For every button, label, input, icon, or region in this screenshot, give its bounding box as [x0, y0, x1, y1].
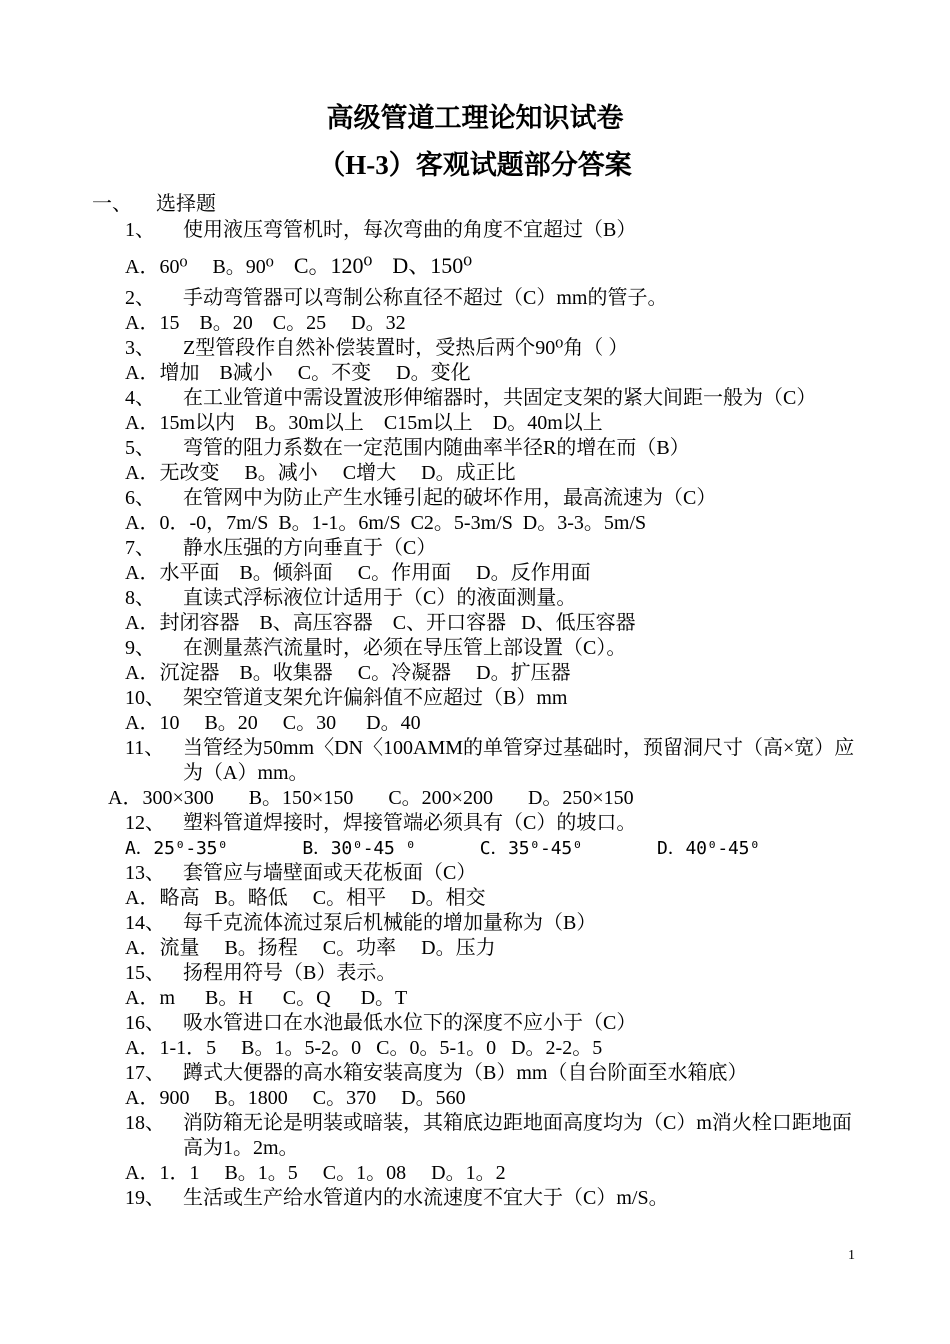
question-15: [0, 961, 950, 986]
question-number: 8、: [125, 587, 155, 609]
question-number: 13、: [125, 862, 165, 884]
options-14: A．流量 B。扬程 C。功率 D。压力: [125, 937, 496, 959]
question-17: [0, 1061, 950, 1086]
question-number: 7、: [125, 537, 155, 559]
question-number: 5、: [125, 437, 155, 459]
question-text: 生活或生产给水管道内的水流速度不宜大于（C）m/S。: [183, 1187, 669, 1209]
options-4: A．15m以内 B。30m以上 C15m以上 D。40m以上: [125, 412, 603, 434]
question-number: 9、: [125, 637, 155, 659]
question-text: 塑料管道焊接时，焊接管端必须具有（C）的坡口。: [183, 812, 637, 834]
question-text: 扬程用符号（B）表示。: [183, 962, 397, 984]
question-number: 16、: [125, 1012, 165, 1034]
question-number: 11、: [125, 737, 165, 759]
question-number: 17、: [125, 1062, 165, 1084]
question-4: [0, 386, 950, 411]
question-text: 直读式浮标液位计适用于（C）的液面测量。: [183, 587, 577, 609]
options-12: A．25⁰-35⁰ B．30⁰-45 ⁰ C．35⁰-45⁰ D．40⁰-45⁰: [125, 838, 760, 859]
question-text: 吸水管进口在水池最低水位下的深度不应小于（C）: [183, 1012, 637, 1034]
option-c: C。120⁰: [293, 253, 373, 278]
question-text: 使用液压弯管机时，每次弯曲的角度不宜超过（B）: [183, 219, 637, 241]
section-number: 一、: [92, 193, 132, 215]
question-19: [0, 1186, 950, 1211]
question-list: [0, 218, 950, 1211]
question-5: [0, 436, 950, 461]
question-14: [0, 911, 950, 936]
document-subtitle: （H-3）客观试题部分答案: [318, 150, 632, 180]
question-number: 15、: [125, 962, 165, 984]
question-text: 在工业管道中需设置波形伸缩器时，共固定支架的紧大间距一般为（C）: [183, 387, 817, 409]
options-10: A．10 B。20 C。30 D。40: [125, 712, 421, 734]
question-13: [0, 861, 950, 886]
question-text: 在管网中为防止产生水锤引起的破坏作用，最高流速为（C）: [183, 487, 717, 509]
question-2: [0, 286, 950, 311]
page-number: 1: [848, 1248, 855, 1263]
options-1: [0, 243, 950, 286]
question-text: 每千克流体流过泵后机械能的增加量称为（B）: [183, 912, 597, 934]
options-2: A．15 B。20 C。25 D。32: [125, 312, 406, 334]
question-8: [0, 586, 950, 611]
option-b: B。90⁰: [212, 256, 274, 278]
question-text: Z型管段作自然补偿装置时，受热后两个90⁰角（ ）: [183, 337, 629, 359]
question-text: 静水压强的方向垂直于（C）: [183, 537, 437, 559]
question-9: [0, 636, 950, 661]
question-text: 消防箱无论是明装或暗装，其箱底边距地面高度均为（C）m消火栓口距地面高为1。2m。: [183, 1112, 852, 1159]
question-text: 蹲式大便器的高水箱安装高度为（B）mm（自台阶面至水箱底）: [183, 1062, 748, 1084]
question-number: 1、: [125, 219, 155, 241]
question-18: [0, 1111, 950, 1161]
options-8: A．封闭容器 B、高压容器 C、开口容器 D、低压容器: [125, 612, 636, 634]
question-number: 12、: [125, 812, 165, 834]
option-a: A．60⁰: [125, 256, 188, 278]
question-3: [0, 336, 950, 361]
question-number: 2、: [125, 287, 155, 309]
options-5: A．无改变 B。减小 C增大 D。成正比: [125, 462, 516, 484]
question-text: 当管经为50mm〈DN〈100AMM的单管穿过基础时，预留洞尺寸（高×宽）应为（A）mm。: [183, 737, 855, 784]
question-number: 18、: [125, 1112, 165, 1134]
question-7: [0, 536, 950, 561]
question-text: 架空管道支架允许偏斜值不应超过（B）mm: [183, 687, 568, 709]
options-16: A．1-1．5 B。1。5-2。0 C。0。5-1。0 D。2-2。5: [125, 1037, 603, 1059]
question-16: [0, 1011, 950, 1036]
question-12: [0, 811, 950, 836]
options-11: A．300×300 B。150×150 C。200×200 D。250×150: [108, 787, 634, 809]
section-heading: [92, 191, 216, 217]
question-text: 在测量蒸汽流量时，必须在导压管上部设置（C）。: [183, 637, 627, 659]
option-d: D、150⁰: [392, 253, 473, 278]
question-number: 4、: [125, 387, 155, 409]
question-11: [0, 736, 950, 786]
options-17: A．900 B。1800 C。370 D。560: [125, 1087, 466, 1109]
section-label: 选择题: [156, 193, 216, 215]
question-number: 19、: [125, 1187, 165, 1209]
options-13: A．略高 B。略低 C。相平 D。相交: [125, 887, 486, 909]
question-number: 14、: [125, 912, 165, 934]
question-text: 弯管的阻力系数在一定范围内随曲率半径R的增在而（B）: [183, 437, 690, 459]
options-9: A．沉淀器 B。收集器 C。冷凝器 D。扩压器: [125, 662, 571, 684]
question-text: 手动弯管器可以弯制公称直径不超过（C）mm的管子。: [183, 287, 668, 309]
options-18: A．1．1 B。1。5 C。1。08 D。1。2: [125, 1162, 506, 1184]
question-1: [0, 218, 950, 243]
options-15: A．m B。H C。Q D。T: [125, 987, 408, 1009]
document-title: 高级管道工理论知识试卷: [326, 103, 624, 133]
options-6: A．0．-0，7m/S B。1-1。6m/S C2。5-3m/S D。3-3。5m/S: [125, 512, 647, 534]
question-10: [0, 686, 950, 711]
options-3: A．增加 B减小 C。不变 D。变化: [125, 362, 471, 384]
question-text: 套管应与墙壁面或天花板面（C）: [183, 862, 477, 884]
question-number: 3、: [125, 337, 155, 359]
question-number: 10、: [125, 687, 165, 709]
question-number: 6、: [125, 487, 155, 509]
options-7: A．水平面 B。倾斜面 C。作用面 D。反作用面: [125, 562, 591, 584]
question-6: [0, 486, 950, 511]
